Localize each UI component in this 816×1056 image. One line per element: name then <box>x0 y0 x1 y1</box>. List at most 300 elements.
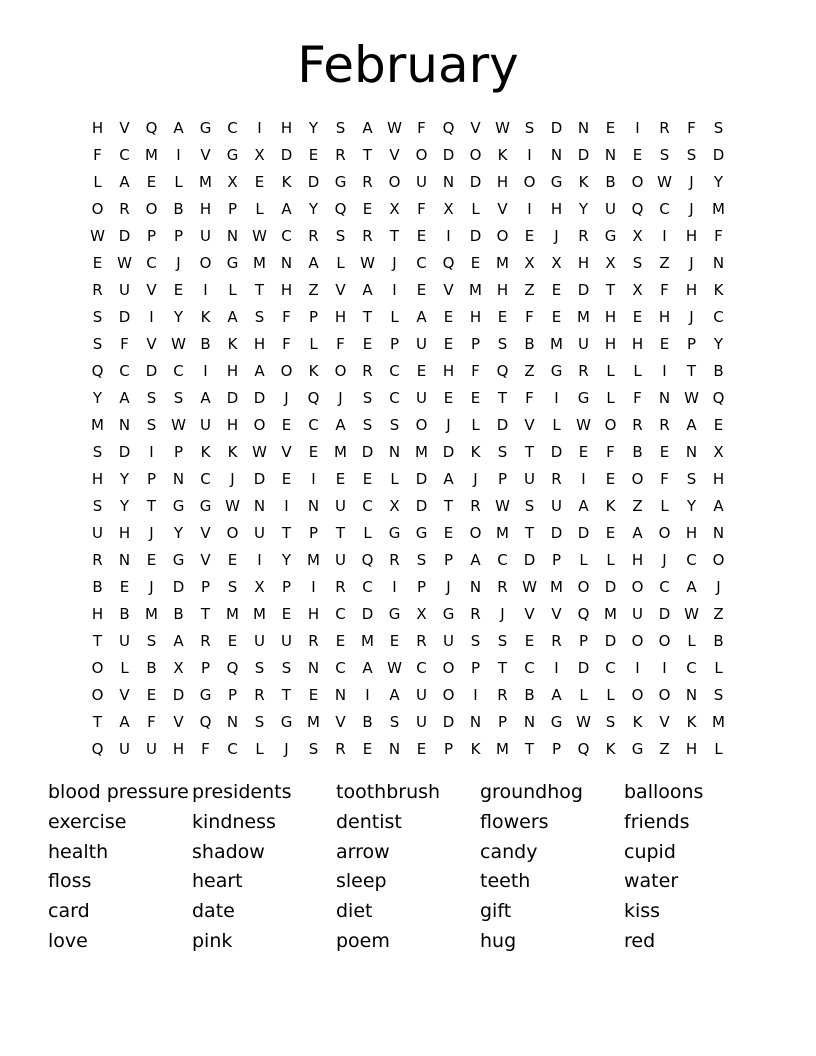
grid-letter: C <box>686 658 697 677</box>
grid-letter: C <box>416 253 427 272</box>
grid-letter: E <box>632 145 643 164</box>
grid-letter: G <box>172 550 185 569</box>
grid-letter: E <box>659 442 670 461</box>
grid-letter: N <box>685 685 698 704</box>
grid-letter: U <box>119 631 130 650</box>
grid-letter: F <box>336 334 345 353</box>
grid-letter: X <box>605 253 616 272</box>
grid-letter: Q <box>496 361 509 380</box>
grid-letter: A <box>173 118 184 137</box>
grid-letter: D <box>118 307 131 326</box>
word-list-item: arrow <box>336 840 390 863</box>
grid-letter: R <box>335 739 346 758</box>
grid-letter: A <box>362 118 373 137</box>
grid-letter: D <box>307 172 320 191</box>
word-list-item: sleep <box>336 870 387 893</box>
grid-letter: J <box>284 739 289 758</box>
grid-letter: X <box>524 253 535 272</box>
grid-letter: E <box>92 253 103 272</box>
grid-letter: P <box>200 658 211 677</box>
grid-letter: N <box>226 226 239 245</box>
grid-letter: M <box>253 604 266 623</box>
grid-letter: A <box>470 550 481 569</box>
grid-letter: J <box>176 253 181 272</box>
grid-letter: I <box>635 658 640 677</box>
grid-letter: D <box>172 685 185 704</box>
grid-letter: E <box>578 442 589 461</box>
grid-letter: G <box>442 604 455 623</box>
grid-letter: B <box>92 577 103 596</box>
grid-letter: I <box>311 577 316 596</box>
grid-letter: R <box>578 361 589 380</box>
grid-letter: F <box>660 469 669 488</box>
grid-letter: O <box>226 523 239 542</box>
grid-letter: Z <box>524 280 535 299</box>
grid-letter: J <box>554 226 559 245</box>
grid-letter: Y <box>578 199 589 218</box>
grid-letter: S <box>92 307 103 326</box>
grid-letter: O <box>496 226 509 245</box>
grid-letter: C <box>281 226 292 245</box>
grid-letter: R <box>389 550 400 569</box>
grid-letter: U <box>551 496 562 515</box>
grid-letter: W <box>171 334 186 353</box>
grid-letter: A <box>686 415 697 434</box>
grid-letter: V <box>119 685 130 704</box>
grid-letter: E <box>173 280 184 299</box>
grid-letter: E <box>362 334 373 353</box>
word-list-item: exercise <box>48 810 127 833</box>
grid-letter: K <box>578 172 589 191</box>
grid-letter: J <box>689 172 694 191</box>
word-list-item: heart <box>192 870 243 893</box>
grid-letter: E <box>416 361 427 380</box>
word-list-item: red <box>624 929 656 952</box>
grid-letter: D <box>280 145 293 164</box>
grid-letter: V <box>389 145 400 164</box>
grid-letter: G <box>199 685 212 704</box>
grid-letter: L <box>471 199 480 218</box>
grid-letter: P <box>146 226 157 245</box>
grid-letter: A <box>632 523 643 542</box>
grid-letter: J <box>149 577 154 596</box>
grid-letter: T <box>443 496 454 515</box>
grid-letter: Z <box>659 253 670 272</box>
grid-letter: R <box>308 226 319 245</box>
grid-letter: J <box>500 604 505 623</box>
grid-row <box>84 357 732 384</box>
grid-letter: K <box>713 280 724 299</box>
grid-letter: X <box>227 172 238 191</box>
grid-letter: X <box>389 199 400 218</box>
grid-letter: A <box>173 631 184 650</box>
grid-letter: V <box>443 280 454 299</box>
grid-letter: R <box>578 226 589 245</box>
grid-letter: J <box>716 577 721 596</box>
grid-letter: U <box>254 631 265 650</box>
grid-letter: G <box>550 172 563 191</box>
grid-letter: L <box>606 685 615 704</box>
grid-letter: R <box>119 199 130 218</box>
grid-letter: O <box>658 685 671 704</box>
grid-letter: D <box>442 145 455 164</box>
grid-letter: S <box>713 685 724 704</box>
grid-letter: E <box>335 469 346 488</box>
grid-letter: Q <box>712 388 725 407</box>
grid-letter: Q <box>334 199 347 218</box>
grid-letter: F <box>525 388 534 407</box>
grid-letter: Q <box>226 658 239 677</box>
grid-letter: J <box>446 415 451 434</box>
grid-letter: W <box>684 604 699 623</box>
grid-letter: S <box>308 739 319 758</box>
grid-letter: B <box>200 334 211 353</box>
grid-letter: K <box>497 145 508 164</box>
grid-letter: P <box>686 334 697 353</box>
grid-letter: R <box>362 361 373 380</box>
grid-letter: D <box>604 631 617 650</box>
grid-letter: J <box>446 577 451 596</box>
grid-letter: U <box>281 631 292 650</box>
grid-letter: B <box>173 199 184 218</box>
grid-letter: P <box>227 685 238 704</box>
grid-letter: D <box>172 577 185 596</box>
grid-letter: D <box>658 604 671 623</box>
grid-letter: D <box>118 442 131 461</box>
grid-letter: T <box>92 631 103 650</box>
grid-letter: H <box>712 469 725 488</box>
grid-letter: N <box>307 496 320 515</box>
grid-letter: M <box>199 172 212 191</box>
grid-letter: M <box>253 253 266 272</box>
grid-letter: T <box>92 712 103 731</box>
word-list-item: friends <box>624 810 690 833</box>
grid-letter: N <box>118 550 131 569</box>
word-list-item: health <box>48 840 109 863</box>
grid-letter: T <box>497 658 508 677</box>
grid-letter: Y <box>686 496 697 515</box>
grid-letter: U <box>119 739 130 758</box>
grid-letter: E <box>632 307 643 326</box>
grid-row <box>84 303 732 330</box>
grid-letter: E <box>362 739 373 758</box>
grid-letter: A <box>227 307 238 326</box>
grid-letter: L <box>606 361 615 380</box>
grid-letter: R <box>92 550 103 569</box>
grid-letter: S <box>335 118 346 137</box>
grid-letter: G <box>550 712 563 731</box>
grid-letter: Y <box>119 469 130 488</box>
grid-row <box>84 168 732 195</box>
word-list-item: shadow <box>192 840 265 863</box>
grid-letter: S <box>524 496 535 515</box>
grid-letter: K <box>308 361 319 380</box>
grid-letter: Q <box>442 118 455 137</box>
grid-row <box>84 114 732 141</box>
grid-letter: C <box>227 118 238 137</box>
grid-letter: E <box>146 550 157 569</box>
grid-letter: E <box>308 685 319 704</box>
grid-letter: F <box>282 307 291 326</box>
grid-letter: P <box>416 577 427 596</box>
grid-letter: O <box>658 631 671 650</box>
grid-letter: E <box>308 442 319 461</box>
grid-letter: S <box>389 415 400 434</box>
grid-letter: U <box>335 496 346 515</box>
grid-letter: C <box>335 604 346 623</box>
grid-letter: K <box>686 712 697 731</box>
grid-letter: P <box>281 577 292 596</box>
grid-letter: U <box>416 712 427 731</box>
grid-letter: S <box>605 712 616 731</box>
grid-letter: L <box>390 469 399 488</box>
grid-letter: U <box>416 334 427 353</box>
grid-letter: M <box>469 280 482 299</box>
grid-letter: N <box>118 415 131 434</box>
grid-letter: A <box>443 469 454 488</box>
grid-letter: E <box>308 145 319 164</box>
grid-letter: R <box>416 631 427 650</box>
grid-letter: S <box>497 442 508 461</box>
grid-letter: I <box>257 550 262 569</box>
grid-letter: E <box>281 415 292 434</box>
grid-letter: K <box>605 496 616 515</box>
grid-letter: H <box>685 226 698 245</box>
grid-letter: A <box>335 415 346 434</box>
grid-row <box>84 438 732 465</box>
grid-letter: K <box>632 712 643 731</box>
grid-letter: A <box>362 280 373 299</box>
grid-letter: C <box>686 550 697 569</box>
grid-letter: Q <box>91 739 104 758</box>
grid-letter: Y <box>119 496 130 515</box>
grid-letter: B <box>362 712 373 731</box>
grid-letter: Y <box>308 199 319 218</box>
grid-letter: R <box>497 577 508 596</box>
grid-letter: U <box>254 523 265 542</box>
word-list <box>48 780 768 959</box>
grid-letter: B <box>632 442 643 461</box>
grid-letter: E <box>146 685 157 704</box>
grid-letter: N <box>712 523 725 542</box>
grid-letter: Z <box>308 280 319 299</box>
grid-letter: G <box>415 523 428 542</box>
grid-letter: E <box>119 577 130 596</box>
grid-letter: S <box>146 388 157 407</box>
grid-letter: O <box>442 658 455 677</box>
grid-letter: M <box>712 199 725 218</box>
grid-letter: E <box>416 226 427 245</box>
grid-letter: H <box>199 199 212 218</box>
grid-row <box>84 492 732 519</box>
grid-letter: T <box>362 307 373 326</box>
grid-letter: E <box>227 550 238 569</box>
grid-letter: T <box>524 442 535 461</box>
grid-letter: Q <box>91 361 104 380</box>
grid-letter: P <box>497 469 508 488</box>
grid-letter: P <box>308 307 319 326</box>
grid-letter: J <box>392 253 397 272</box>
grid-letter: E <box>146 172 157 191</box>
grid-letter: E <box>470 388 481 407</box>
grid-letter: I <box>311 469 316 488</box>
grid-letter: R <box>335 145 346 164</box>
grid-letter: L <box>660 496 669 515</box>
grid-letter: S <box>686 469 697 488</box>
grid-letter: V <box>200 523 211 542</box>
grid-letter: T <box>686 361 697 380</box>
grid-letter: L <box>579 685 588 704</box>
grid-letter: R <box>551 631 562 650</box>
grid-letter: L <box>309 334 318 353</box>
grid-letter: I <box>662 361 667 380</box>
grid-letter: M <box>550 334 563 353</box>
letter-grid <box>84 114 732 762</box>
grid-letter: X <box>254 145 265 164</box>
grid-letter: L <box>714 658 723 677</box>
grid-letter: L <box>363 523 372 542</box>
word-list-item: teeth <box>480 870 531 893</box>
grid-letter: Q <box>145 118 158 137</box>
grid-letter: L <box>174 172 183 191</box>
grid-letter: B <box>713 361 724 380</box>
grid-letter: A <box>713 496 724 515</box>
grid-letter: D <box>577 145 590 164</box>
grid-letter: E <box>551 280 562 299</box>
grid-letter: N <box>388 442 401 461</box>
grid-letter: O <box>469 145 482 164</box>
grid-letter: T <box>335 523 346 542</box>
grid-letter: S <box>632 253 643 272</box>
grid-letter: C <box>200 469 211 488</box>
grid-row <box>84 519 732 546</box>
grid-letter: E <box>362 469 373 488</box>
grid-letter: I <box>527 145 532 164</box>
grid-letter: G <box>280 712 293 731</box>
word-list-item: presidents <box>192 781 292 803</box>
grid-letter: Q <box>442 253 455 272</box>
grid-letter: Q <box>577 604 590 623</box>
grid-letter: R <box>200 631 211 650</box>
grid-letter: G <box>334 172 347 191</box>
grid-letter: W <box>387 118 402 137</box>
grid-letter: U <box>443 631 454 650</box>
grid-letter: L <box>93 172 102 191</box>
grid-letter: E <box>416 280 427 299</box>
grid-letter: A <box>119 712 130 731</box>
word-list-item: water <box>624 870 679 893</box>
grid-letter: U <box>119 280 130 299</box>
grid-letter: F <box>417 118 426 137</box>
grid-letter: R <box>470 604 481 623</box>
grid-letter: R <box>308 631 319 650</box>
grid-letter: H <box>631 334 644 353</box>
grid-letter: O <box>523 172 536 191</box>
grid-row <box>84 654 732 681</box>
grid-letter: N <box>712 253 725 272</box>
grid-letter: D <box>604 577 617 596</box>
grid-letter: N <box>685 442 698 461</box>
grid-letter: E <box>335 631 346 650</box>
word-list-item: poem <box>336 929 390 952</box>
grid-letter: R <box>92 280 103 299</box>
grid-letter: W <box>117 253 132 272</box>
grid-letter: B <box>524 685 535 704</box>
grid-letter: D <box>361 604 374 623</box>
grid-letter: X <box>713 442 724 461</box>
grid-letter: H <box>91 604 104 623</box>
grid-letter: C <box>119 145 130 164</box>
grid-letter: M <box>145 604 158 623</box>
word-list-item: gift <box>480 900 512 923</box>
grid-letter: C <box>227 739 238 758</box>
grid-letter: W <box>90 226 105 245</box>
grid-letter: S <box>146 415 157 434</box>
grid-letter: C <box>362 577 373 596</box>
grid-letter: U <box>605 199 616 218</box>
grid-letter: T <box>200 604 211 623</box>
grid-letter: U <box>416 685 427 704</box>
grid-letter: I <box>581 469 586 488</box>
grid-letter: A <box>200 388 211 407</box>
grid-letter: G <box>550 361 563 380</box>
grid-letter: M <box>226 604 239 623</box>
grid-letter: A <box>281 199 292 218</box>
grid-letter: O <box>604 415 617 434</box>
grid-letter: I <box>284 496 289 515</box>
grid-letter: D <box>415 496 428 515</box>
grid-letter: S <box>92 334 103 353</box>
grid-letter: L <box>390 307 399 326</box>
page-title: February <box>297 36 519 94</box>
grid-letter: D <box>145 361 158 380</box>
grid-letter: W <box>171 415 186 434</box>
grid-letter: B <box>173 604 184 623</box>
grid-letter: D <box>523 550 536 569</box>
grid-letter: Y <box>308 118 319 137</box>
grid-letter: F <box>687 118 696 137</box>
grid-letter: Z <box>632 496 643 515</box>
grid-letter: R <box>632 415 643 434</box>
grid-letter: T <box>281 685 292 704</box>
grid-letter: P <box>551 739 562 758</box>
word-list-item: card <box>48 900 90 923</box>
grid-letter: O <box>91 199 104 218</box>
grid-letter: S <box>713 118 724 137</box>
grid-letter: P <box>443 739 454 758</box>
grid-letter: H <box>685 280 698 299</box>
grid-letter: H <box>631 550 644 569</box>
grid-letter: T <box>281 523 292 542</box>
grid-letter: D <box>577 658 590 677</box>
grid-letter: O <box>415 415 428 434</box>
grid-letter: J <box>473 469 478 488</box>
grid-letter: G <box>172 496 185 515</box>
grid-letter: S <box>497 631 508 650</box>
grid-letter: P <box>551 550 562 569</box>
grid-letter: N <box>604 145 617 164</box>
grid-letter: R <box>659 118 670 137</box>
grid-letter: O <box>631 577 644 596</box>
grid-letter: E <box>470 253 481 272</box>
grid-letter: V <box>551 604 562 623</box>
grid-letter: A <box>416 307 427 326</box>
grid-letter: O <box>334 361 347 380</box>
grid-letter: B <box>119 604 130 623</box>
grid-letter: H <box>226 415 239 434</box>
grid-letter: I <box>527 199 532 218</box>
grid-letter: P <box>443 550 454 569</box>
